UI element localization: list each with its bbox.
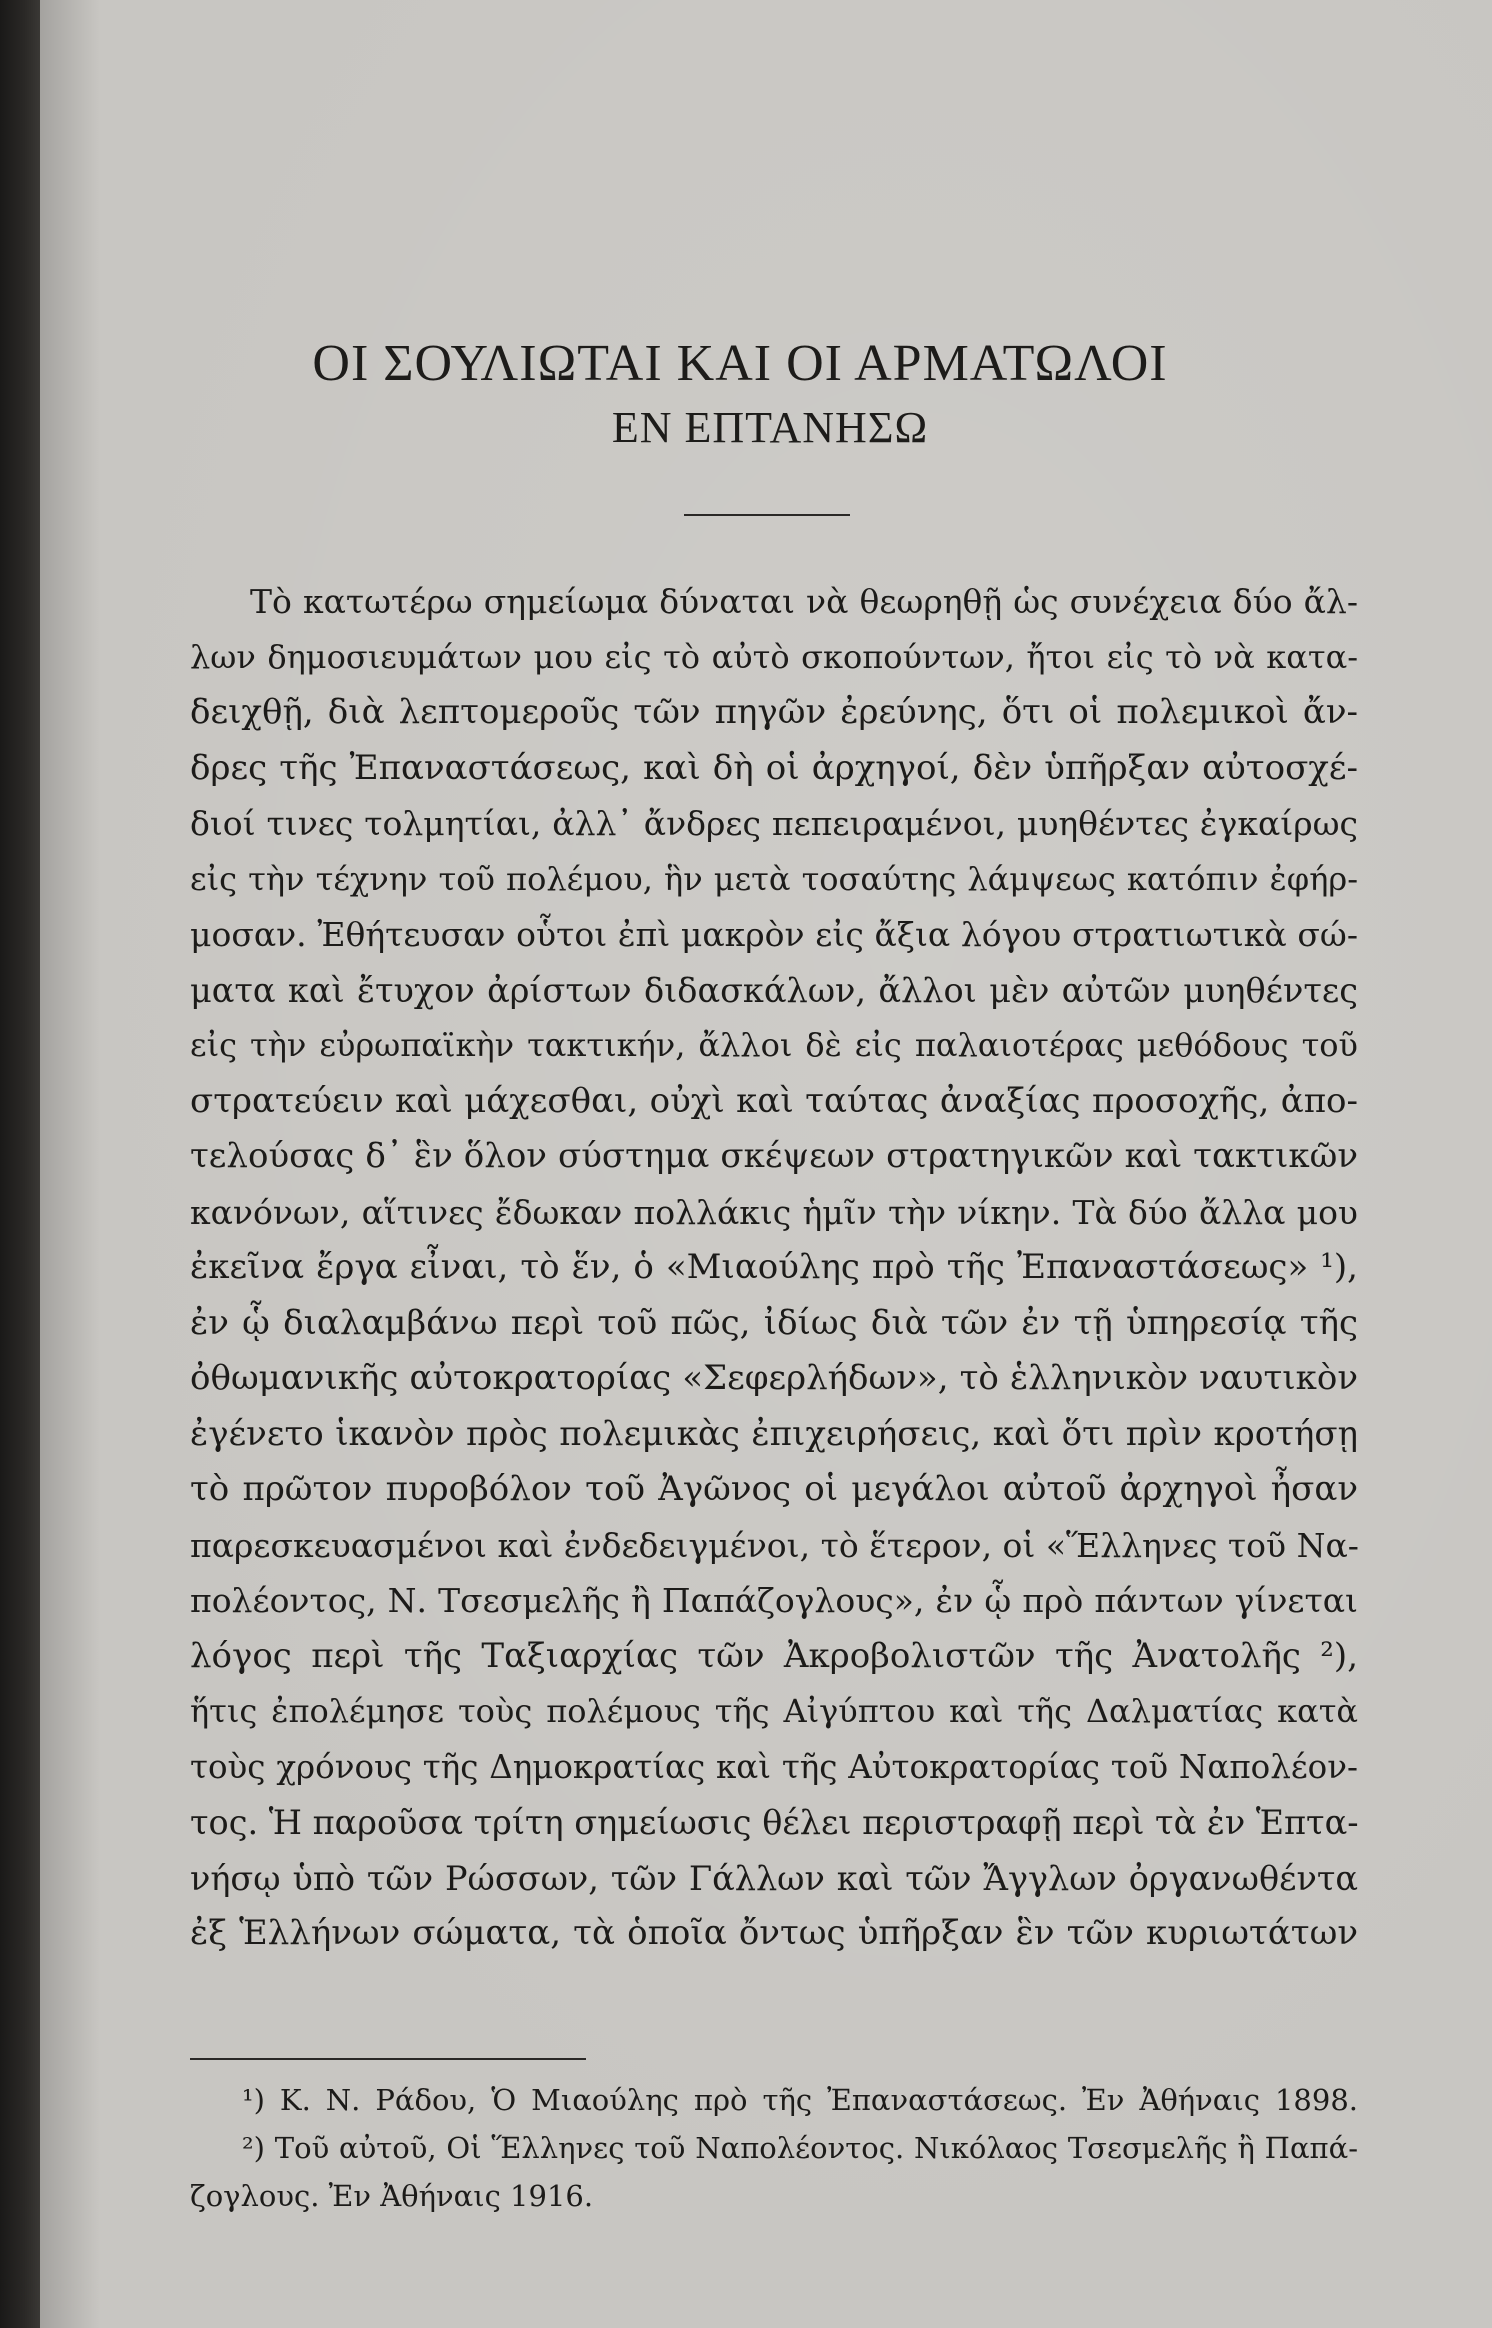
text-line: Τὸ κατωτέρω σημείωμα δύναται νὰ θεωρηθῇ ὡς συνέχεια δύο ἄλ- [250,582,1358,621]
text-line: δρες τῆς Ἐπαναστάσεως, καὶ δὴ οἱ ἀρχηγοί, δὲν ὑπῆρξαν αὐτοσχέ- [190,747,1358,788]
text-line: διοί τινες τολμητίαι, ἀλλ᾽ ἄνδρες πεπειραμένοι, μυηθέντες ἐγκαίρως [190,804,1358,843]
text-line: ἥτις ἐπολέμησε τοὺς πολέμους τῆς Αἰγύπτου καὶ τῆς Δαλματίας κατὰ [190,1692,1358,1730]
text-line: ὀθωμανικῆς αὐτοκρατορίας «Σεφερλήδων», τὸ ἑλληνικὸν ναυτικὸν [190,1358,1358,1398]
title-divider [684,514,850,516]
text-line: ἐγένετο ἱκανὸν πρὸς πολεμικὰς ἐπιχειρήσεις, καὶ ὅτι πρὶν κροτήσῃ [190,1413,1358,1454]
text-line: στρατεύειν καὶ μάχεσθαι, οὐχὶ καὶ ταύτας ἀναξίας προσοχῆς, ἀπο- [190,1080,1358,1121]
text-line: κανόνων, αἵτινες ἔδωκαν πολλάκις ἡμῖν τὴν νίκην. Τὰ δύο ἄλλα μου [190,1192,1358,1232]
text-line: εἰς τὴν εὐρωπαϊκὴν τακτικήν, ἄλλοι δὲ εἰς παλαιοτέρας μεθόδους τοῦ [190,1026,1358,1064]
footnote-divider [190,2058,586,2060]
footnotes [190,2076,1358,2220]
text-line: τοὺς χρόνους τῆς Δημοκρατίας καὶ τῆς Αὐτοκρατορίας τοῦ Ναπολέον- [190,1747,1358,1786]
body-paragraph [190,574,1358,1962]
text-line: εἰς τὴν τέχνην τοῦ πολέμου, ἣν μετὰ τοσαύτης λάμψεως κατόπιν ἐφήρ- [190,859,1358,898]
footnote-line: ζογλους. Ἐν Ἀθήναις 1916. [190,2179,594,2213]
text-line: λων δημοσιευμάτων μου εἰς τὸ αὐτὸ σκοπούντων, ἤτοι εἰς τὸ νὰ κατα- [190,637,1358,676]
book-spine-shadow [0,0,40,2328]
text-line: παρεσκευασμένοι καὶ ἐνδεδειγμένοι, τὸ ἕτερον, οἱ «Ἕλληνες τοῦ Να- [190,1525,1359,1565]
text-line: πολέοντος, Ν. Τσεσμελῆς ἢ Παπάζογλους», ἐν ᾧ πρὸ πάντων γίνεται [190,1581,1358,1620]
footnote-line: ¹) Κ. Ν. Ράδου, Ὁ Μιαούλης πρὸ τῆς Ἐπαναστάσεως. Ἐν Ἀθήναις 1898. [242,2083,1358,2117]
chapter-title: ΟΙ ΣΟΥΛΙΩΤΑΙ ΚΑΙ ΟΙ ΑΡΜΑΤΩΛΟΙ [312,335,1168,392]
text-line: τος. Ἡ παροῦσα τρίτη σημείωσις θέλει περιστραφῇ περὶ τὰ ἐν Ἑπτα- [190,1803,1359,1842]
text-line: μοσαν. Ἐθήτευσαν οὗτοι ἐπὶ μακρὸν εἰς ἄξια λόγου στρατιωτικὰ σώ- [190,915,1358,954]
text-line: ἐκεῖνα ἔργα εἶναι, τὸ ἕν, ὁ «Μιαούλης πρὸ τῆς Ἐπαναστάσεως» ¹), [190,1247,1358,1287]
chapter-subtitle: ΕΝ ΕΠΤΑΝΗΣΩ [611,403,929,452]
text-line: λόγος περὶ τῆς Ταξιαρχίας τῶν Ἀκροβολιστῶν τῆς Ἀνατολῆς ²), [190,1635,1358,1676]
footnote-line: ²) Τοῦ αὐτοῦ, Οἱ Ἕλληνες τοῦ Ναπολέοντος. Νικόλαος Τσεσμελῆς ἢ Παπά- [242,2131,1358,2165]
text-line: ματα καὶ ἔτυχον ἀρίστων διδασκάλων, ἄλλοι μὲν αὐτῶν μυηθέντες [190,970,1358,1010]
text-line: τελούσας δ᾽ ἓν ὅλον σύστημα σκέψεων στρατηγικῶν καὶ τακτικῶν [190,1136,1358,1176]
text-line: νήσῳ ὑπὸ τῶν Ρώσσων, τῶν Γάλλων καὶ τῶν Ἄγγλων ὀργανωθέντα [190,1858,1358,1898]
book-page [40,0,1492,2328]
text-line: τὸ πρῶτον πυροβόλον τοῦ Ἀγῶνος οἱ μεγάλοι αὐτοῦ ἀρχηγοὶ ἦσαν [190,1469,1358,1509]
text-line: δειχθῇ, διὰ λεπτομεροῦς τῶν πηγῶν ἐρεύνης, ὅτι οἱ πολεμικοὶ ἄν- [190,692,1358,732]
text-line: ἐξ Ἑλλήνων σώματα, τὰ ὁποῖα ὄντως ὑπῆρξαν ἓν τῶν κυριωτάτων [190,1913,1358,1953]
text-line: ἐν ᾧ διαλαμβάνω περὶ τοῦ πῶς, ἰδίως διὰ τῶν ἐν τῇ ὑπηρεσίᾳ τῆς [190,1302,1358,1343]
